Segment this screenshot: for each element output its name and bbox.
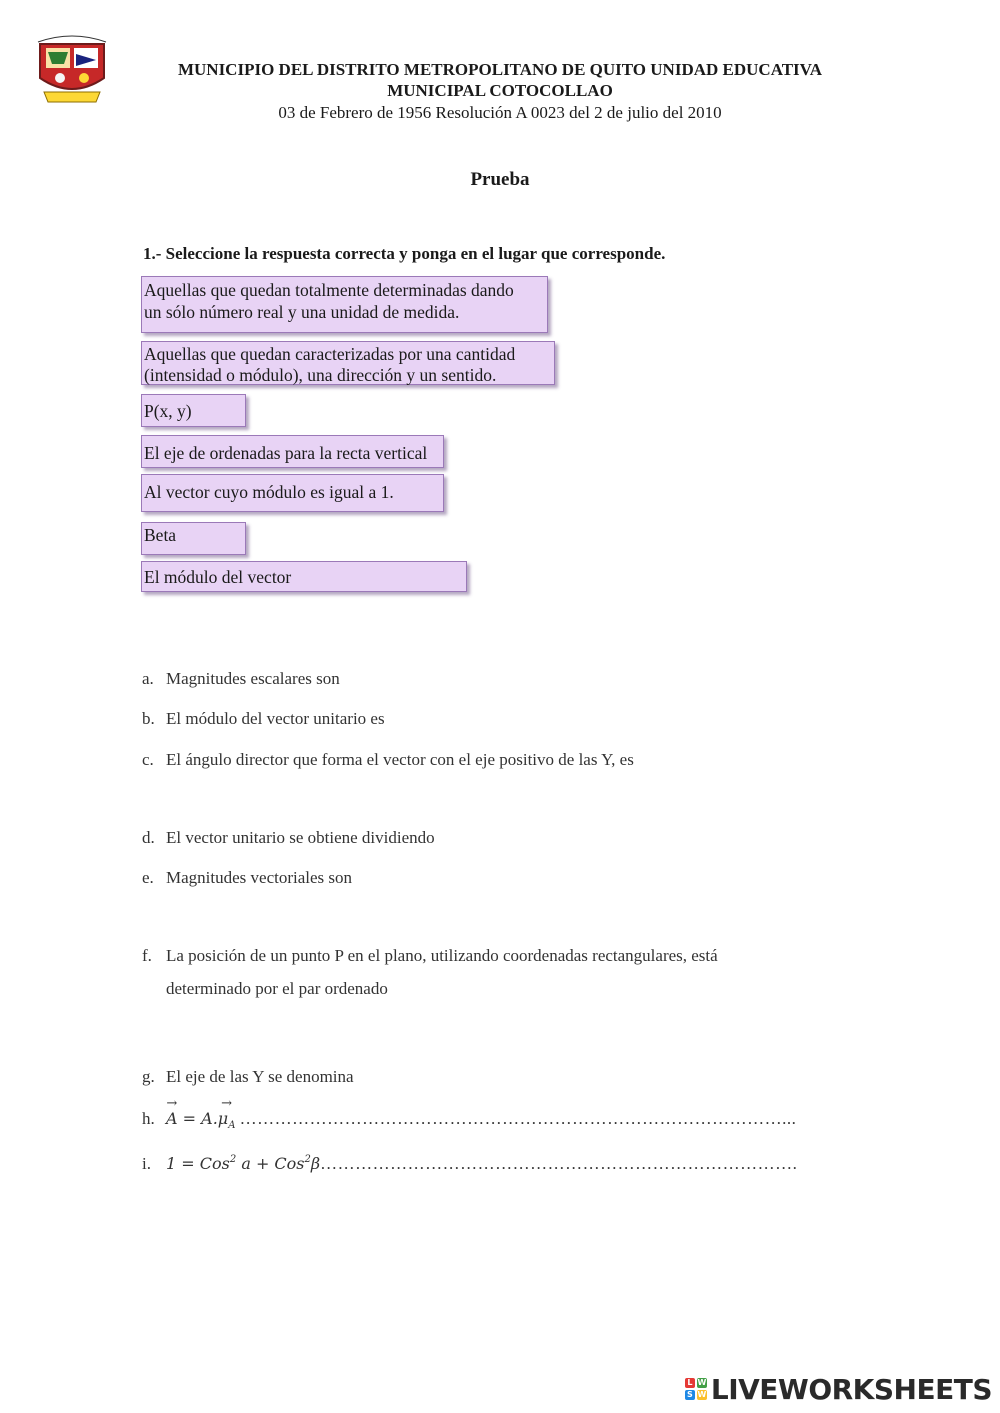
answer-box-text: Beta bbox=[144, 525, 177, 545]
header-institution-line1: MUNICIPIO DEL DISTRITO METROPOLITANO DE QUITO UNIDAD EDUCATIVA bbox=[177, 60, 823, 79]
question-letter: f. bbox=[142, 946, 152, 965]
header-institution-line2: MUNICIPAL COTOCOLLAO bbox=[387, 81, 613, 100]
question-text: Magnitudes vectoriales son bbox=[166, 868, 353, 887]
question-letter: b. bbox=[142, 709, 155, 728]
equation-part: a + Cos bbox=[241, 1154, 305, 1173]
answer-dotted-line: …………………………………………………………………………………... bbox=[239, 1109, 797, 1128]
vector-a-symbol: → A bbox=[166, 1102, 178, 1135]
equation-part: 1 = Cos bbox=[166, 1154, 230, 1173]
beta-symbol: β bbox=[310, 1154, 321, 1173]
question-text: El módulo del vector unitario es bbox=[166, 709, 385, 728]
answer-box-5[interactable] bbox=[141, 474, 444, 512]
question-text: Magnitudes escalares son bbox=[166, 669, 340, 688]
question-item bbox=[142, 821, 435, 854]
instruction-text: 1.- Seleccione la respuesta correcta y ponga en el lugar que corresponde. bbox=[143, 244, 666, 263]
question-text: determinado por el par ordenado bbox=[166, 979, 388, 998]
header-resolution-line: 03 de Febrero de 1956 Resolución A 0023 del 2 de julio del 2010 bbox=[278, 103, 722, 122]
equation-middle: = A. bbox=[177, 1109, 218, 1128]
answer-box-text: un sólo número real y una unidad de medida. bbox=[144, 302, 460, 322]
answer-box-text: P(x, y) bbox=[144, 401, 192, 421]
logo-tile: S bbox=[685, 1390, 695, 1400]
answer-box-2[interactable] bbox=[141, 341, 555, 385]
equation bbox=[166, 1109, 236, 1131]
answer-box-3[interactable] bbox=[141, 394, 246, 427]
answer-box-text: Aquellas que quedan totalmente determinadas dando bbox=[144, 280, 514, 300]
question-item bbox=[142, 861, 352, 894]
question-letter: a. bbox=[142, 669, 154, 688]
answer-box-text: Al vector cuyo módulo es igual a 1. bbox=[144, 482, 394, 502]
question-item-equation bbox=[142, 1143, 797, 1180]
question-letter: i. bbox=[142, 1154, 151, 1173]
question-item bbox=[142, 662, 340, 695]
answer-box-text: (intensidad o módulo), una dirección y un sentido. bbox=[144, 365, 497, 385]
answer-box-text: Aquellas que quedan caracterizadas por una cantidad bbox=[144, 344, 516, 364]
question-letter: e. bbox=[142, 868, 154, 887]
answer-box-text: El módulo del vector bbox=[144, 567, 292, 587]
liveworksheets-brand-text: LIVEWORKSHEETS bbox=[710, 1372, 992, 1406]
question-text: El eje de las Y se denomina bbox=[166, 1067, 354, 1086]
answer-box-6[interactable] bbox=[141, 522, 246, 555]
answer-dotted-line: ………………………………………………………………………. bbox=[320, 1154, 798, 1173]
logo-tile: W bbox=[697, 1378, 707, 1387]
answer-box-4[interactable] bbox=[141, 435, 444, 468]
question-item bbox=[142, 939, 718, 972]
mu-symbol: μ bbox=[217, 1109, 229, 1128]
page-title: Prueba bbox=[470, 169, 530, 190]
question-text: El ángulo director que forma el vector con el eje positivo de las Y, es bbox=[166, 750, 634, 769]
unit-vector-symbol bbox=[218, 1102, 236, 1142]
question-item bbox=[142, 702, 385, 735]
logo-tile: W bbox=[697, 1390, 707, 1399]
question-text: La posición de un punto P en el plano, utilizando coordenadas rectangulares, está bbox=[166, 946, 718, 965]
question-item-continuation bbox=[166, 972, 388, 1005]
question-item-equation bbox=[142, 1102, 796, 1142]
question-text: El vector unitario se obtiene dividiendo bbox=[166, 828, 435, 847]
question-letter: g. bbox=[142, 1067, 155, 1086]
liveworksheets-logo bbox=[685, 1371, 992, 1407]
superscript: 2 bbox=[304, 1154, 311, 1165]
question-letter: d. bbox=[142, 828, 155, 847]
question-letter: h. bbox=[142, 1109, 155, 1128]
superscript: 2 bbox=[229, 1154, 237, 1165]
logo-tile: L bbox=[685, 1378, 695, 1388]
answer-box-7[interactable] bbox=[141, 561, 467, 592]
answer-box-text: El eje de ordenadas para la recta vertical bbox=[144, 443, 428, 463]
answer-box-1[interactable] bbox=[141, 276, 548, 333]
liveworksheets-icon bbox=[685, 1378, 707, 1400]
equation bbox=[166, 1154, 320, 1173]
question-item bbox=[142, 743, 634, 776]
mu-subscript: A bbox=[228, 1120, 236, 1131]
question-letter: c. bbox=[142, 750, 154, 769]
